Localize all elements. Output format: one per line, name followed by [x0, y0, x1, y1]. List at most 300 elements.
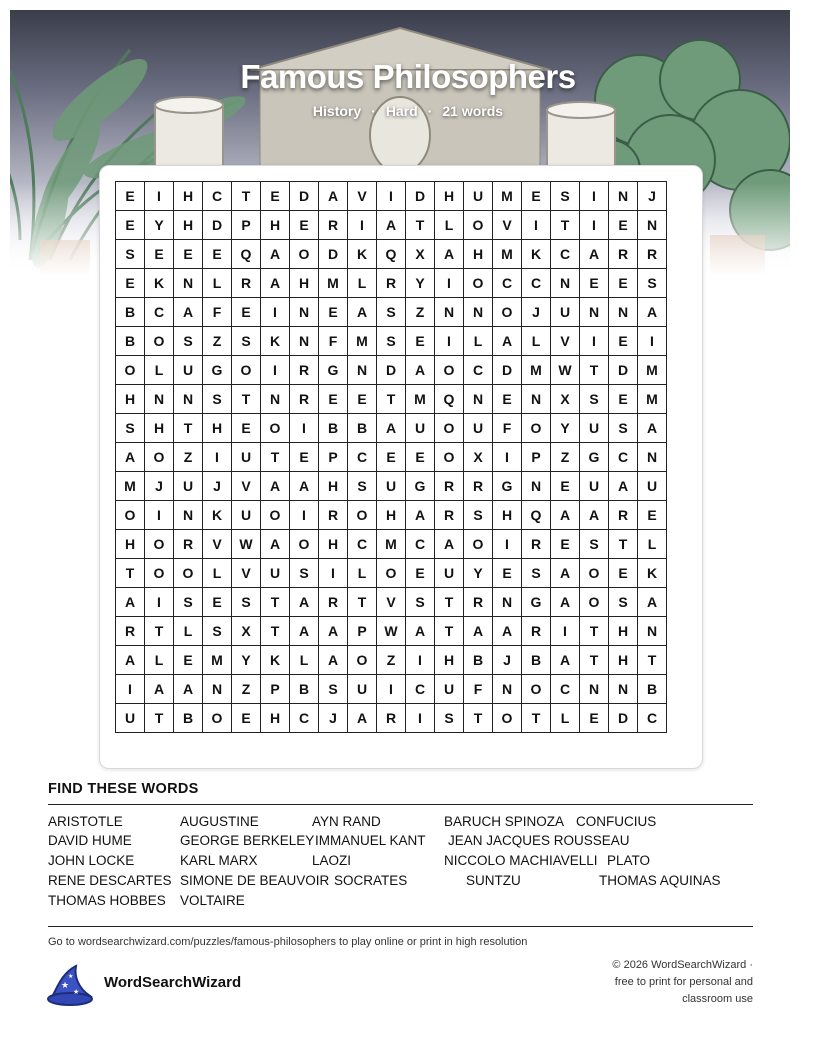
grid-cell[interactable]: O: [493, 298, 522, 327]
grid-cell[interactable]: N: [638, 211, 667, 240]
grid-cell[interactable]: E: [609, 327, 638, 356]
grid-cell[interactable]: E: [232, 414, 261, 443]
grid-cell[interactable]: O: [290, 530, 319, 559]
grid-cell[interactable]: H: [290, 269, 319, 298]
grid-cell[interactable]: G: [493, 472, 522, 501]
grid-cell[interactable]: R: [377, 704, 406, 733]
grid-cell[interactable]: S: [609, 588, 638, 617]
grid-cell[interactable]: B: [638, 675, 667, 704]
grid-cell[interactable]: A: [435, 240, 464, 269]
grid-cell[interactable]: L: [348, 269, 377, 298]
grid-cell[interactable]: T: [580, 646, 609, 675]
grid-cell[interactable]: O: [145, 443, 174, 472]
grid-cell[interactable]: S: [232, 327, 261, 356]
grid-cell[interactable]: A: [290, 472, 319, 501]
grid-cell[interactable]: W: [377, 617, 406, 646]
grid-cell[interactable]: T: [232, 385, 261, 414]
grid-cell[interactable]: T: [261, 443, 290, 472]
grid-cell[interactable]: A: [348, 704, 377, 733]
grid-cell[interactable]: Y: [145, 211, 174, 240]
grid-cell[interactable]: J: [203, 472, 232, 501]
grid-cell[interactable]: C: [464, 356, 493, 385]
grid-cell[interactable]: I: [261, 356, 290, 385]
letter-grid[interactable]: [115, 181, 667, 733]
grid-cell[interactable]: N: [203, 675, 232, 704]
grid-cell[interactable]: E: [232, 704, 261, 733]
grid-cell[interactable]: V: [203, 530, 232, 559]
grid-cell[interactable]: N: [290, 327, 319, 356]
grid-cell[interactable]: I: [406, 646, 435, 675]
grid-cell[interactable]: Q: [522, 501, 551, 530]
grid-cell[interactable]: R: [522, 617, 551, 646]
grid-cell[interactable]: E: [174, 240, 203, 269]
grid-cell[interactable]: E: [203, 588, 232, 617]
grid-cell[interactable]: A: [116, 646, 145, 675]
grid-cell[interactable]: S: [522, 559, 551, 588]
grid-cell[interactable]: S: [174, 327, 203, 356]
grid-cell[interactable]: H: [319, 530, 348, 559]
grid-cell[interactable]: K: [261, 327, 290, 356]
grid-cell[interactable]: U: [435, 675, 464, 704]
grid-cell[interactable]: V: [377, 588, 406, 617]
grid-cell[interactable]: D: [493, 356, 522, 385]
grid-cell[interactable]: I: [580, 327, 609, 356]
grid-cell[interactable]: Q: [377, 240, 406, 269]
grid-cell[interactable]: Z: [406, 298, 435, 327]
grid-cell[interactable]: I: [116, 675, 145, 704]
grid-cell[interactable]: O: [174, 559, 203, 588]
grid-cell[interactable]: R: [638, 240, 667, 269]
grid-cell[interactable]: M: [493, 182, 522, 211]
grid-cell[interactable]: A: [638, 414, 667, 443]
grid-cell[interactable]: D: [406, 182, 435, 211]
grid-cell[interactable]: U: [638, 472, 667, 501]
grid-cell[interactable]: E: [261, 182, 290, 211]
grid-cell[interactable]: E: [116, 211, 145, 240]
grid-cell[interactable]: P: [348, 617, 377, 646]
grid-cell[interactable]: S: [377, 327, 406, 356]
grid-cell[interactable]: I: [493, 530, 522, 559]
grid-cell[interactable]: A: [290, 588, 319, 617]
grid-cell[interactable]: S: [116, 414, 145, 443]
grid-cell[interactable]: U: [464, 182, 493, 211]
grid-cell[interactable]: A: [261, 269, 290, 298]
grid-cell[interactable]: A: [551, 646, 580, 675]
grid-cell[interactable]: V: [493, 211, 522, 240]
grid-cell[interactable]: A: [348, 298, 377, 327]
grid-cell[interactable]: D: [203, 211, 232, 240]
grid-cell[interactable]: E: [377, 443, 406, 472]
grid-cell[interactable]: E: [609, 211, 638, 240]
grid-cell[interactable]: J: [319, 704, 348, 733]
grid-cell[interactable]: H: [203, 414, 232, 443]
grid-cell[interactable]: Z: [551, 443, 580, 472]
grid-cell[interactable]: T: [522, 704, 551, 733]
grid-cell[interactable]: T: [435, 588, 464, 617]
grid-cell[interactable]: I: [493, 443, 522, 472]
grid-cell[interactable]: T: [116, 559, 145, 588]
grid-cell[interactable]: V: [232, 559, 261, 588]
grid-cell[interactable]: N: [493, 675, 522, 704]
grid-cell[interactable]: I: [145, 501, 174, 530]
grid-cell[interactable]: C: [406, 675, 435, 704]
grid-cell[interactable]: A: [551, 588, 580, 617]
grid-cell[interactable]: N: [580, 298, 609, 327]
grid-cell[interactable]: G: [522, 588, 551, 617]
grid-cell[interactable]: L: [638, 530, 667, 559]
grid-cell[interactable]: U: [116, 704, 145, 733]
grid-cell[interactable]: O: [348, 646, 377, 675]
grid-cell[interactable]: E: [609, 385, 638, 414]
grid-cell[interactable]: U: [232, 501, 261, 530]
grid-cell[interactable]: O: [116, 356, 145, 385]
grid-cell[interactable]: N: [522, 472, 551, 501]
grid-cell[interactable]: N: [290, 298, 319, 327]
grid-cell[interactable]: F: [203, 298, 232, 327]
grid-cell[interactable]: E: [319, 298, 348, 327]
grid-cell[interactable]: T: [377, 385, 406, 414]
grid-cell[interactable]: B: [116, 298, 145, 327]
grid-cell[interactable]: E: [319, 385, 348, 414]
grid-cell[interactable]: M: [493, 240, 522, 269]
grid-cell[interactable]: L: [522, 327, 551, 356]
grid-cell[interactable]: U: [464, 414, 493, 443]
grid-cell[interactable]: O: [522, 675, 551, 704]
grid-cell[interactable]: F: [319, 327, 348, 356]
grid-cell[interactable]: R: [464, 472, 493, 501]
grid-cell[interactable]: A: [493, 327, 522, 356]
grid-cell[interactable]: D: [377, 356, 406, 385]
grid-cell[interactable]: O: [145, 327, 174, 356]
grid-cell[interactable]: S: [464, 501, 493, 530]
play-online-link[interactable]: Go to wordsearchwizard.com/puzzles/famous-philosophers to play online or print in high resolution: [48, 936, 528, 948]
grid-cell[interactable]: P: [522, 443, 551, 472]
grid-cell[interactable]: O: [464, 269, 493, 298]
grid-cell[interactable]: E: [145, 240, 174, 269]
grid-cell[interactable]: E: [348, 385, 377, 414]
grid-cell[interactable]: R: [290, 356, 319, 385]
grid-cell[interactable]: A: [406, 501, 435, 530]
grid-cell[interactable]: A: [609, 472, 638, 501]
grid-cell[interactable]: B: [319, 414, 348, 443]
grid-cell[interactable]: Q: [232, 240, 261, 269]
grid-cell[interactable]: O: [203, 704, 232, 733]
grid-cell[interactable]: E: [580, 269, 609, 298]
grid-cell[interactable]: U: [174, 356, 203, 385]
grid-cell[interactable]: R: [232, 269, 261, 298]
grid-cell[interactable]: I: [377, 182, 406, 211]
grid-cell[interactable]: I: [145, 588, 174, 617]
grid-cell[interactable]: U: [435, 559, 464, 588]
grid-cell[interactable]: H: [435, 182, 464, 211]
grid-cell[interactable]: S: [638, 269, 667, 298]
grid-cell[interactable]: K: [261, 646, 290, 675]
grid-cell[interactable]: O: [145, 530, 174, 559]
grid-cell[interactable]: N: [174, 269, 203, 298]
grid-cell[interactable]: X: [551, 385, 580, 414]
grid-cell[interactable]: E: [290, 443, 319, 472]
grid-cell[interactable]: U: [174, 472, 203, 501]
grid-cell[interactable]: E: [406, 327, 435, 356]
grid-cell[interactable]: U: [232, 443, 261, 472]
grid-cell[interactable]: Q: [435, 385, 464, 414]
grid-cell[interactable]: T: [551, 211, 580, 240]
grid-cell[interactable]: A: [261, 472, 290, 501]
grid-cell[interactable]: I: [348, 211, 377, 240]
grid-cell[interactable]: K: [638, 559, 667, 588]
grid-cell[interactable]: G: [580, 443, 609, 472]
grid-cell[interactable]: E: [551, 530, 580, 559]
grid-cell[interactable]: D: [290, 182, 319, 211]
grid-cell[interactable]: G: [319, 356, 348, 385]
grid-cell[interactable]: I: [551, 617, 580, 646]
grid-cell[interactable]: V: [551, 327, 580, 356]
grid-cell[interactable]: M: [406, 385, 435, 414]
grid-cell[interactable]: S: [116, 240, 145, 269]
grid-cell[interactable]: E: [551, 472, 580, 501]
grid-cell[interactable]: N: [464, 298, 493, 327]
grid-cell[interactable]: N: [522, 385, 551, 414]
grid-cell[interactable]: L: [203, 559, 232, 588]
grid-cell[interactable]: T: [232, 182, 261, 211]
grid-cell[interactable]: T: [435, 617, 464, 646]
grid-cell[interactable]: H: [609, 646, 638, 675]
grid-cell[interactable]: T: [580, 356, 609, 385]
grid-cell[interactable]: U: [377, 472, 406, 501]
grid-cell[interactable]: A: [580, 501, 609, 530]
grid-cell[interactable]: Y: [464, 559, 493, 588]
grid-cell[interactable]: U: [348, 675, 377, 704]
grid-cell[interactable]: N: [348, 356, 377, 385]
grid-cell[interactable]: T: [580, 617, 609, 646]
grid-cell[interactable]: Z: [232, 675, 261, 704]
grid-cell[interactable]: N: [551, 269, 580, 298]
grid-cell[interactable]: T: [145, 617, 174, 646]
grid-cell[interactable]: T: [406, 211, 435, 240]
grid-cell[interactable]: C: [493, 269, 522, 298]
grid-cell[interactable]: C: [203, 182, 232, 211]
grid-cell[interactable]: P: [319, 443, 348, 472]
grid-cell[interactable]: H: [145, 414, 174, 443]
grid-cell[interactable]: R: [174, 530, 203, 559]
grid-cell[interactable]: E: [493, 385, 522, 414]
grid-cell[interactable]: I: [377, 675, 406, 704]
grid-cell[interactable]: M: [203, 646, 232, 675]
grid-cell[interactable]: C: [348, 530, 377, 559]
grid-cell[interactable]: B: [116, 327, 145, 356]
grid-cell[interactable]: N: [174, 501, 203, 530]
grid-cell[interactable]: C: [406, 530, 435, 559]
grid-cell[interactable]: C: [638, 704, 667, 733]
grid-cell[interactable]: O: [435, 443, 464, 472]
grid-cell[interactable]: G: [203, 356, 232, 385]
grid-cell[interactable]: A: [261, 530, 290, 559]
grid-cell[interactable]: T: [638, 646, 667, 675]
grid-cell[interactable]: E: [116, 269, 145, 298]
grid-cell[interactable]: N: [638, 617, 667, 646]
grid-cell[interactable]: J: [638, 182, 667, 211]
grid-cell[interactable]: I: [145, 182, 174, 211]
grid-cell[interactable]: L: [145, 646, 174, 675]
grid-cell[interactable]: M: [116, 472, 145, 501]
grid-cell[interactable]: I: [261, 298, 290, 327]
grid-cell[interactable]: E: [203, 240, 232, 269]
grid-cell[interactable]: Y: [232, 646, 261, 675]
grid-cell[interactable]: U: [406, 414, 435, 443]
grid-cell[interactable]: A: [377, 414, 406, 443]
grid-cell[interactable]: O: [145, 559, 174, 588]
grid-cell[interactable]: S: [377, 298, 406, 327]
grid-cell[interactable]: P: [232, 211, 261, 240]
grid-cell[interactable]: R: [609, 240, 638, 269]
grid-cell[interactable]: D: [319, 240, 348, 269]
grid-cell[interactable]: E: [580, 704, 609, 733]
grid-cell[interactable]: E: [290, 211, 319, 240]
grid-cell[interactable]: Z: [377, 646, 406, 675]
grid-cell[interactable]: E: [493, 559, 522, 588]
grid-cell[interactable]: T: [261, 588, 290, 617]
grid-cell[interactable]: A: [319, 182, 348, 211]
grid-cell[interactable]: E: [522, 182, 551, 211]
grid-cell[interactable]: H: [174, 211, 203, 240]
grid-cell[interactable]: A: [116, 588, 145, 617]
grid-cell[interactable]: L: [174, 617, 203, 646]
grid-cell[interactable]: J: [522, 298, 551, 327]
grid-cell[interactable]: Z: [203, 327, 232, 356]
grid-cell[interactable]: E: [638, 501, 667, 530]
grid-cell[interactable]: U: [580, 414, 609, 443]
grid-cell[interactable]: C: [551, 240, 580, 269]
grid-cell[interactable]: H: [116, 385, 145, 414]
grid-cell[interactable]: D: [609, 704, 638, 733]
grid-cell[interactable]: C: [145, 298, 174, 327]
grid-cell[interactable]: M: [638, 385, 667, 414]
grid-cell[interactable]: E: [609, 559, 638, 588]
grid-cell[interactable]: R: [464, 588, 493, 617]
grid-cell[interactable]: T: [464, 704, 493, 733]
grid-cell[interactable]: N: [145, 385, 174, 414]
grid-cell[interactable]: I: [638, 327, 667, 356]
grid-cell[interactable]: B: [522, 646, 551, 675]
grid-cell[interactable]: H: [319, 472, 348, 501]
grid-cell[interactable]: B: [348, 414, 377, 443]
grid-cell[interactable]: F: [493, 414, 522, 443]
grid-cell[interactable]: L: [290, 646, 319, 675]
grid-cell[interactable]: M: [377, 530, 406, 559]
grid-cell[interactable]: S: [319, 675, 348, 704]
grid-cell[interactable]: N: [580, 675, 609, 704]
grid-cell[interactable]: L: [145, 356, 174, 385]
grid-cell[interactable]: A: [464, 617, 493, 646]
grid-cell[interactable]: F: [464, 675, 493, 704]
grid-cell[interactable]: I: [290, 501, 319, 530]
grid-cell[interactable]: A: [406, 617, 435, 646]
grid-cell[interactable]: M: [319, 269, 348, 298]
grid-cell[interactable]: O: [290, 240, 319, 269]
grid-cell[interactable]: H: [435, 646, 464, 675]
grid-cell[interactable]: S: [232, 588, 261, 617]
grid-cell[interactable]: O: [348, 501, 377, 530]
grid-cell[interactable]: R: [290, 385, 319, 414]
grid-cell[interactable]: S: [580, 530, 609, 559]
grid-cell[interactable]: N: [638, 443, 667, 472]
grid-cell[interactable]: R: [435, 472, 464, 501]
grid-cell[interactable]: N: [464, 385, 493, 414]
grid-cell[interactable]: V: [232, 472, 261, 501]
grid-cell[interactable]: X: [464, 443, 493, 472]
grid-cell[interactable]: R: [116, 617, 145, 646]
grid-cell[interactable]: H: [116, 530, 145, 559]
grid-cell[interactable]: H: [261, 211, 290, 240]
grid-cell[interactable]: K: [145, 269, 174, 298]
grid-cell[interactable]: T: [348, 588, 377, 617]
grid-cell[interactable]: X: [406, 240, 435, 269]
grid-cell[interactable]: B: [174, 704, 203, 733]
grid-cell[interactable]: I: [580, 211, 609, 240]
grid-cell[interactable]: A: [493, 617, 522, 646]
grid-cell[interactable]: N: [609, 298, 638, 327]
grid-cell[interactable]: S: [203, 385, 232, 414]
grid-cell[interactable]: M: [638, 356, 667, 385]
grid-cell[interactable]: U: [551, 298, 580, 327]
grid-cell[interactable]: O: [261, 501, 290, 530]
grid-cell[interactable]: R: [319, 211, 348, 240]
grid-cell[interactable]: A: [551, 559, 580, 588]
grid-cell[interactable]: S: [203, 617, 232, 646]
grid-cell[interactable]: A: [116, 443, 145, 472]
grid-cell[interactable]: C: [348, 443, 377, 472]
grid-cell[interactable]: R: [522, 530, 551, 559]
grid-cell[interactable]: S: [580, 385, 609, 414]
grid-cell[interactable]: T: [609, 530, 638, 559]
grid-cell[interactable]: O: [464, 211, 493, 240]
grid-cell[interactable]: S: [174, 588, 203, 617]
grid-cell[interactable]: O: [232, 356, 261, 385]
grid-cell[interactable]: O: [435, 414, 464, 443]
grid-cell[interactable]: A: [435, 530, 464, 559]
grid-cell[interactable]: X: [232, 617, 261, 646]
grid-cell[interactable]: B: [464, 646, 493, 675]
grid-cell[interactable]: O: [435, 356, 464, 385]
grid-cell[interactable]: N: [609, 182, 638, 211]
grid-cell[interactable]: H: [464, 240, 493, 269]
grid-cell[interactable]: U: [261, 559, 290, 588]
grid-cell[interactable]: A: [290, 617, 319, 646]
grid-cell[interactable]: E: [609, 269, 638, 298]
grid-cell[interactable]: K: [203, 501, 232, 530]
grid-cell[interactable]: R: [319, 588, 348, 617]
grid-cell[interactable]: N: [435, 298, 464, 327]
grid-cell[interactable]: M: [522, 356, 551, 385]
grid-cell[interactable]: A: [406, 356, 435, 385]
grid-cell[interactable]: R: [377, 269, 406, 298]
grid-cell[interactable]: J: [145, 472, 174, 501]
grid-cell[interactable]: R: [435, 501, 464, 530]
grid-cell[interactable]: S: [290, 559, 319, 588]
grid-cell[interactable]: N: [609, 675, 638, 704]
grid-cell[interactable]: A: [174, 675, 203, 704]
grid-cell[interactable]: H: [609, 617, 638, 646]
grid-cell[interactable]: C: [522, 269, 551, 298]
grid-cell[interactable]: S: [435, 704, 464, 733]
grid-cell[interactable]: S: [348, 472, 377, 501]
grid-cell[interactable]: J: [493, 646, 522, 675]
grid-cell[interactable]: I: [290, 414, 319, 443]
grid-cell[interactable]: K: [522, 240, 551, 269]
grid-cell[interactable]: I: [319, 559, 348, 588]
grid-cell[interactable]: I: [406, 704, 435, 733]
grid-cell[interactable]: E: [232, 298, 261, 327]
